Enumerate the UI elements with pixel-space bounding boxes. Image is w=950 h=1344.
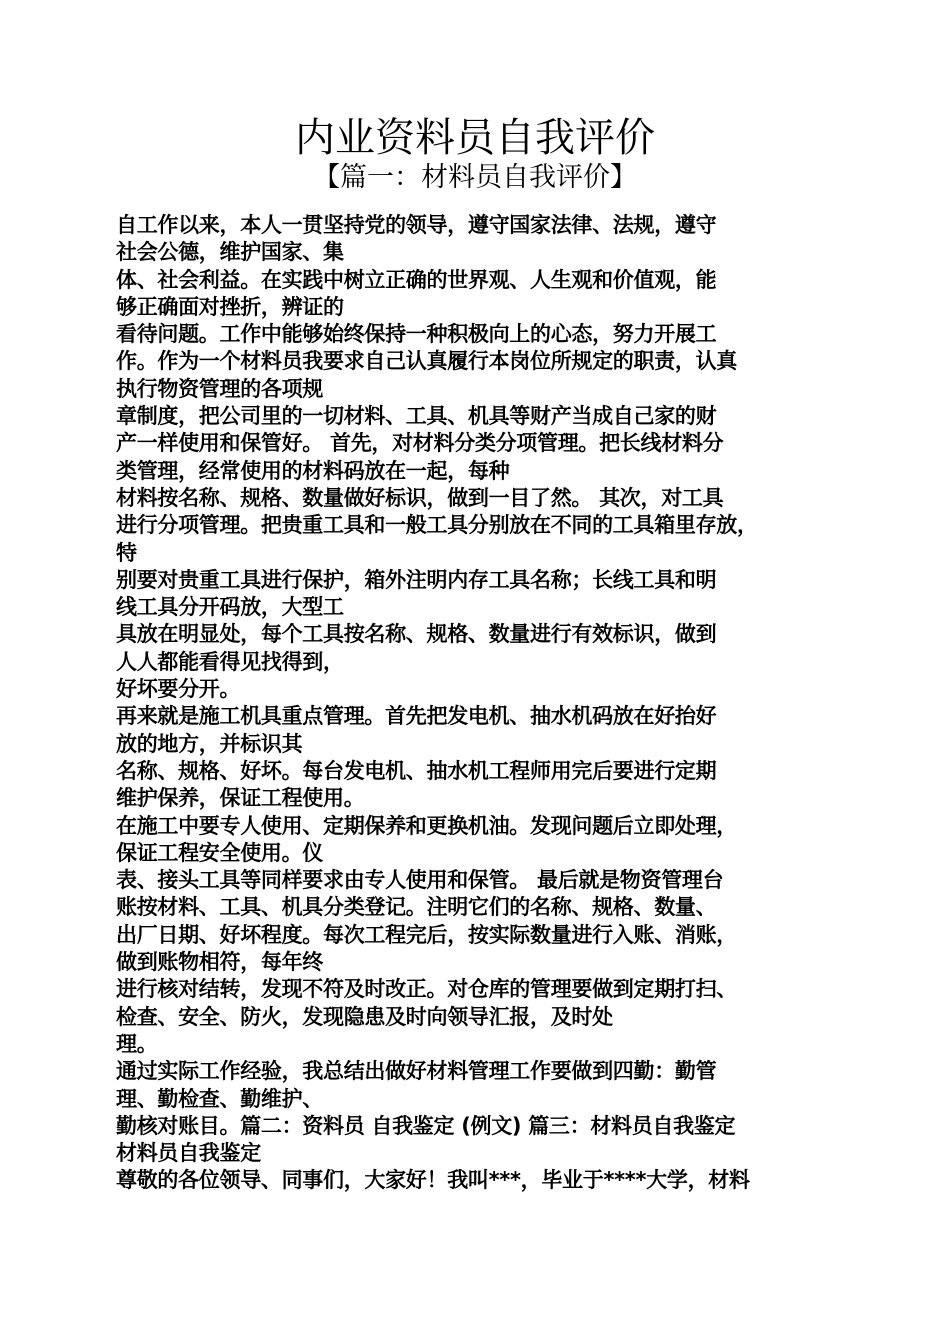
body-text-line: 通过实际工作经验，我总结出做好材料管理工作要做到四勤：勤管 [116,1059,717,1084]
body-text-line: 产一样使用和保管好。 首先，对材料分类分项管理。把长线材料分 [116,431,724,456]
body-text-line: 理。 [116,1031,158,1056]
body-text-line: 放的地方，并标识其 [116,731,303,756]
document-subtitle: 【篇一：材料员自我评价】 [313,162,637,193]
body-text-line: 进行分项管理。把贵重工具和一般工具分别放在不同的工具箱里存放， [116,513,758,538]
body-text-line: 进行核对结转，发现不符及时改正。对仓库的管理要做到定期打扫、 [116,977,737,1002]
body-text-line: 检查、安全、防火，发现隐患及时向领导汇报，及时处 [116,1004,613,1029]
body-text-line: 尊敬的各位领导、同事们，大家好！我叫***，毕业于****大学，材料 [116,1168,750,1193]
body-text-line: 好坏要分开。 [116,677,241,702]
body-text-line: 表、接头工具等同样要求由专人使用和保管。 最后就是物资管理台 [116,868,724,893]
body-text-line: 人人都能看得见找得到， [116,649,344,674]
body-text-line: 保证工程安全使用。仪 [116,840,323,865]
body-text-line: 名称、规格、好坏。每台发电机、抽水机工程师用完后要进行定期 [116,758,717,783]
body-text-line: 看待问题。工作中能够始终保持一种积极向上的心态，努力开展工 [116,322,717,347]
body-text-line: 够正确面对挫折，辨证的 [116,294,344,319]
body-text-line: 做到账物相符，每年终 [116,950,323,975]
body-text-line: 材料按名称、规格、数量做好标识，做到一目了然。 其次，对工具 [116,485,724,510]
body-text-line: 账按材料、工具、机具分类登记。注明它们的名称、规格、数量、 [116,895,717,920]
body-text-line: 具放在明显处，每个工具按名称、规格、数量进行有效标识，做到 [116,622,717,647]
body-text-line: 体、社会利益。在实践中树立正确的世界观、人生观和价值观，能 [116,267,717,292]
body-text-line: 勤核对账目。篇二：资料员 自我鉴定 (例文) 篇三：材料员自我鉴定 [116,1113,736,1138]
document-title: 内业资料员自我评价 [295,115,655,161]
body-text-line: 类管理，经常使用的材料码放在一起，每种 [116,458,510,483]
body-text-line: 线工具分开码放，大型工 [116,595,344,620]
body-text-line: 特 [116,540,137,565]
document-body [116,212,846,1195]
body-text-line: 再来就是施工机具重点管理。首先把发电机、抽水机码放在好抬好 [116,704,717,729]
body-text-line: 别要对贵重工具进行保护，箱外注明内存工具名称；长线工具和明 [116,567,717,592]
body-text-line: 作。作为一个材料员我要求自己认真履行本岗位所规定的职责，认真 [116,349,737,374]
body-text-line: 自工作以来，本人一贯坚持党的领导，遵守国家法律、法规，遵守 [116,213,717,237]
body-text-line: 材料员自我鉴定 [116,1141,261,1166]
body-text-line: 出厂日期、好坏程度。每次工程完后，按实际数量进行入账、消账， [116,922,737,947]
body-text-line: 章制度，把公司里的一切材料、工具、机具等财产当成自己家的财 [116,404,717,429]
body-text-line: 理、勤检查、勤维护、 [116,1086,323,1111]
body-text-line: 维护保养，保证工程使用。 [116,786,365,811]
body-text-line: 在施工中要专人使用、定期保养和更换机油。发现问题后立即处理， [116,813,737,838]
body-text-line: 社会公德，维护国家、集 [116,240,344,265]
body-text-line: 执行物资管理的各项规 [116,376,323,401]
